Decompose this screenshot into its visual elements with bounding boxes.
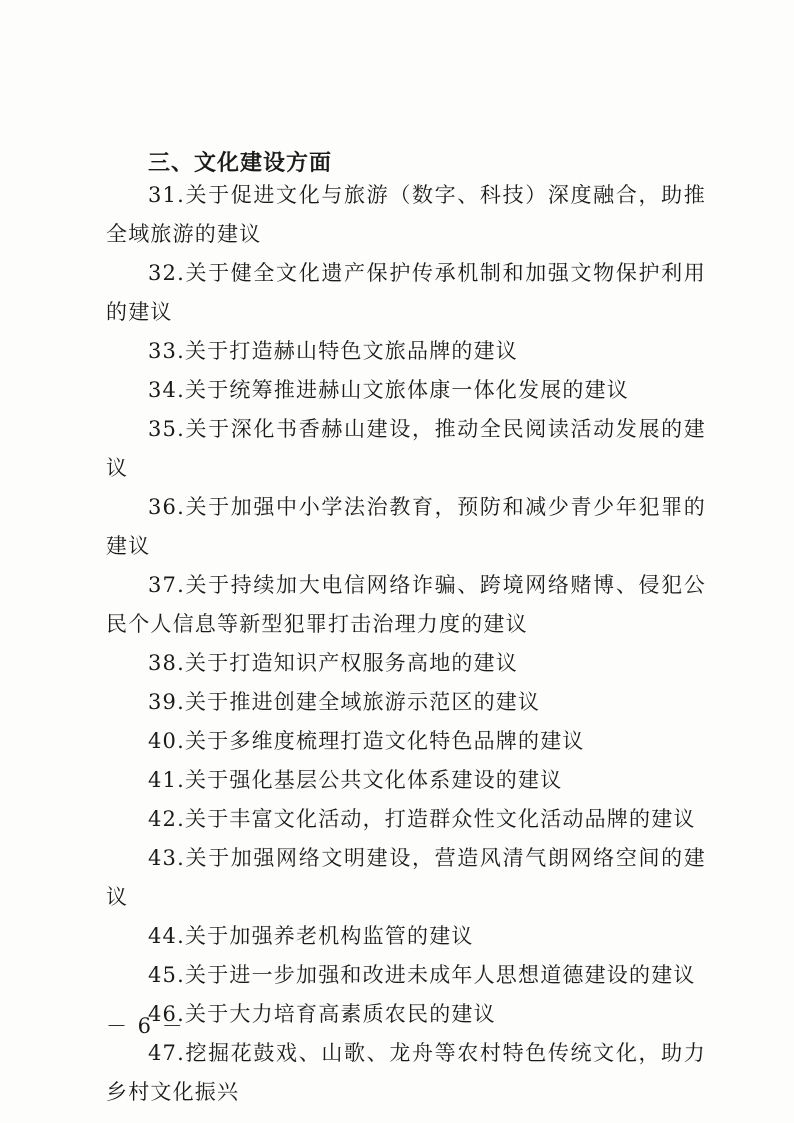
list-item: 33.关于打造赫山特色文旅品牌的建议 [148,339,518,363]
list-item: 38.关于打造知识产权服务高地的建议 [148,651,518,675]
list-item: 36.关于加强中小学法治教育，预防和减少青少年犯罪的建议 [106,495,706,558]
list-item: 46.关于大力培育高素质农民的建议 [148,1002,496,1026]
list-item: 47.挖掘花鼓戏、山歌、龙舟等农村特色传统文化，助力乡村文化振兴 [106,1041,706,1104]
list-item: 37.关于持续加大电信网络诈骗、跨境网络赌博、侵犯公民个人信息等新型犯罪打击治理力度的建议 [106,573,706,636]
list-item: 35.关于深化书香赫山建设，推动全民阅读活动发展的建议 [106,417,706,480]
list-item: 34.关于统筹推进赫山文旅体康一体化发展的建议 [148,378,629,402]
list-item: 42.关于丰富文化活动，打造群众性文化活动品牌的建议 [148,807,696,831]
list-item: 43.关于加强网络文明建设，营造风清气朗网络空间的建议 [106,846,706,909]
list-item: 39.关于推进创建全域旅游示范区的建议 [148,690,541,714]
section-heading: 三、文化建设方面 [148,151,333,176]
list-item: 31.关于促进文化与旅游（数字、科技）深度融合，助推全域旅游的建议 [106,183,706,246]
list-item: 40.关于多维度梳理打造文化特色品牌的建议 [148,729,585,753]
page-number: － 6 － [106,1014,185,1038]
list-item: 44.关于加强养老机构监管的建议 [148,924,474,948]
proposal-list [106,176,706,1112]
list-item: 41.关于强化基层公共文化体系建设的建议 [148,768,563,792]
list-item: 45.关于进一步加强和改进未成年人思想道德建设的建议 [148,963,696,987]
list-item: 32.关于健全文化遗产保护传承机制和加强文物保护利用的建议 [106,261,706,324]
